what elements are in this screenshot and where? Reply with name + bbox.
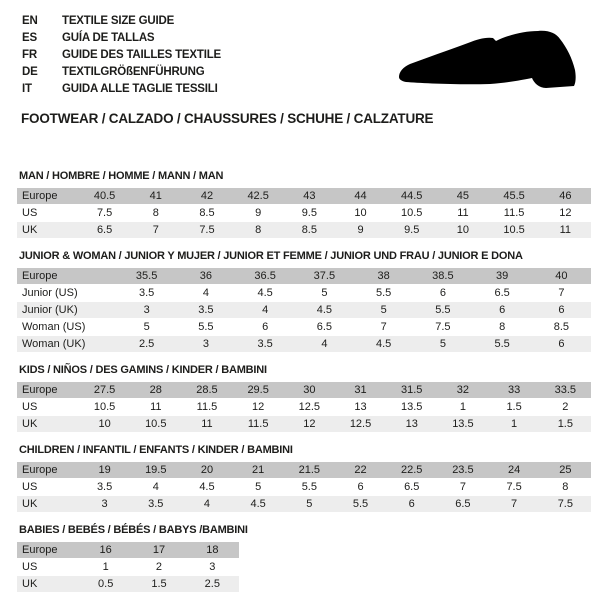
table-row [17,268,591,285]
table-row [17,319,591,336]
size-cell: 16 [79,542,132,559]
size-cell: 12 [284,416,335,433]
size-table-section-kids [17,364,591,433]
size-cell: 25 [540,462,591,479]
size-cell: 7 [437,479,488,496]
size-cell: 4 [295,336,354,353]
size-cell: 10 [79,416,130,433]
size-cell: 4 [236,302,295,319]
size-cell: 7 [354,319,413,336]
size-cell: 8.5 [532,319,591,336]
size-table-kids [17,382,591,433]
size-cell: 2.5 [186,576,239,593]
size-cell: 4 [181,496,232,513]
size-cell: 5.5 [473,336,532,353]
size-cell: 30 [284,382,335,399]
size-cell: 11 [130,399,181,416]
size-cell: 11.5 [489,205,540,222]
table-row [17,462,591,479]
size-table-man [17,188,591,239]
size-cell: 4 [130,479,181,496]
size-cell: 13.5 [386,399,437,416]
size-cell: 0.5 [79,576,132,593]
size-cell: 8.5 [181,205,232,222]
row-label: US [17,205,79,222]
size-cell: 3.5 [79,479,130,496]
size-cell: 3 [176,336,235,353]
size-cell: 4 [176,285,235,302]
language-title: TEXTILE SIZE GUIDE [62,15,175,27]
size-cell: 18 [186,542,239,559]
size-cell: 7 [532,285,591,302]
size-cell: 46 [540,188,591,205]
size-cell: 6.5 [473,285,532,302]
size-cell: 5 [117,319,176,336]
language-row-de [22,64,221,81]
size-cell: 13 [386,416,437,433]
size-cell: 8 [473,319,532,336]
size-cell: 28.5 [181,382,232,399]
row-label: US [17,399,79,416]
size-cell: 5 [295,285,354,302]
size-cell: 10.5 [130,416,181,433]
size-cell: 5 [233,479,284,496]
size-cell: 28 [130,382,181,399]
size-cell: 29.5 [233,382,284,399]
table-row [17,205,591,222]
size-cell: 8 [130,205,181,222]
size-cell: 37.5 [295,268,354,285]
size-cell: 3.5 [117,285,176,302]
size-cell: 45.5 [489,188,540,205]
size-cell: 3 [117,302,176,319]
table-title-man: MAN / HOMBRE / HOMME / MANN / MAN [19,170,224,182]
size-cell: 40.5 [79,188,130,205]
size-cell: 19 [79,462,130,479]
size-cell: 12.5 [335,416,386,433]
size-cell: 1.5 [540,416,591,433]
size-cell: 13.5 [437,416,488,433]
size-cell: 36 [176,268,235,285]
language-title: TEXTILGRÖßENFÜHRUNG [62,66,205,78]
size-cell: 3 [79,496,130,513]
size-cell: 5.5 [335,496,386,513]
size-cell: 7.5 [181,222,232,239]
table-row [17,416,591,433]
size-table-junior-woman [17,268,591,353]
size-cell: 3.5 [130,496,181,513]
language-row-en [22,13,221,30]
size-cell: 6 [532,336,591,353]
size-cell: 12 [540,205,591,222]
table-title-children: CHILDREN / INFANTIL / ENFANTS / KINDER / BAMBINI [19,444,293,456]
size-cell: 27.5 [79,382,130,399]
table-row [17,188,591,205]
table-row [17,336,591,353]
size-cell: 1.5 [489,399,540,416]
row-label: US [17,479,79,496]
size-cell: 11 [437,205,488,222]
row-label: Junior (UK) [17,302,117,319]
size-cell: 5.5 [354,285,413,302]
size-cell: 42.5 [233,188,284,205]
size-cell: 5.5 [176,319,235,336]
size-cell: 6 [413,285,472,302]
row-label: US [17,559,79,576]
size-cell: 10.5 [489,222,540,239]
language-row-es [22,30,221,47]
row-label: UK [17,222,79,239]
table-title-junior-woman: JUNIOR & WOMAN / JUNIOR Y MUJER / JUNIOR ET FEMME / JUNIOR UND FRAU / JUNIOR E DONA [19,250,523,262]
size-cell: 24 [489,462,540,479]
size-table-section-babies [17,524,591,593]
size-table-section-children [17,444,591,513]
size-cell: 7.5 [489,479,540,496]
size-cell: 6 [335,479,386,496]
size-cell: 3 [186,559,239,576]
size-cell: 10 [335,205,386,222]
language-code: DE [22,66,38,78]
size-cell: 21 [233,462,284,479]
size-cell: 11 [181,416,232,433]
size-cell: 6.5 [386,479,437,496]
table-row [17,479,591,496]
size-cell: 4.5 [295,302,354,319]
language-row-it [22,81,221,98]
size-cell: 21.5 [284,462,335,479]
table-row [17,559,239,576]
size-cell: 35.5 [117,268,176,285]
size-cell: 9 [335,222,386,239]
size-cell: 10.5 [79,399,130,416]
size-cell: 2.5 [117,336,176,353]
size-cell: 5 [284,496,335,513]
size-cell: 22.5 [386,462,437,479]
row-label: Woman (US) [17,319,117,336]
size-cell: 39 [473,268,532,285]
language-row-fr [22,47,221,64]
table-row [17,302,591,319]
language-code: EN [22,15,38,27]
size-cell: 38 [354,268,413,285]
size-cell: 20 [181,462,232,479]
size-tables [17,170,591,604]
size-cell: 9.5 [386,222,437,239]
size-cell: 4.5 [181,479,232,496]
size-cell: 6 [386,496,437,513]
size-cell: 40 [532,268,591,285]
size-cell: 6 [532,302,591,319]
size-cell: 2 [540,399,591,416]
language-code: IT [22,83,32,95]
size-cell: 31.5 [386,382,437,399]
size-cell: 8.5 [284,222,335,239]
size-cell: 8 [540,479,591,496]
size-cell: 44.5 [386,188,437,205]
size-cell: 44 [335,188,386,205]
row-label: Europe [17,268,117,285]
table-row [17,222,591,239]
size-cell: 31 [335,382,386,399]
size-cell: 3.5 [176,302,235,319]
size-cell: 6.5 [437,496,488,513]
size-cell: 19.5 [130,462,181,479]
row-label: Europe [17,542,79,559]
row-label: UK [17,576,79,593]
size-table-babies [17,542,239,593]
size-cell: 5 [354,302,413,319]
size-cell: 7.5 [79,205,130,222]
size-cell: 9.5 [284,205,335,222]
size-cell: 12 [233,399,284,416]
size-cell: 1.5 [132,576,185,593]
language-list [22,13,221,98]
size-cell: 38.5 [413,268,472,285]
size-cell: 6.5 [295,319,354,336]
table-row [17,542,239,559]
size-cell: 43 [284,188,335,205]
table-row [17,399,591,416]
size-cell: 13 [335,399,386,416]
row-label: UK [17,496,79,513]
size-cell: 3.5 [236,336,295,353]
size-cell: 6.5 [79,222,130,239]
size-cell: 17 [132,542,185,559]
row-label: Europe [17,462,79,479]
size-cell: 23.5 [437,462,488,479]
language-title: GUIDA ALLE TAGLIE TESSILI [62,83,218,95]
size-cell: 2 [132,559,185,576]
size-cell: 7.5 [413,319,472,336]
size-cell: 33.5 [540,382,591,399]
language-code: ES [22,32,37,44]
size-cell: 42 [181,188,232,205]
size-cell: 4.5 [354,336,413,353]
size-table-children [17,462,591,513]
size-cell: 7 [489,496,540,513]
size-cell: 11 [540,222,591,239]
size-table-section-junior-woman [17,250,591,353]
size-table-section-man [17,170,591,239]
size-cell: 6 [473,302,532,319]
table-row [17,285,591,302]
row-label: Europe [17,188,79,205]
size-cell: 8 [233,222,284,239]
row-label: Europe [17,382,79,399]
table-row [17,496,591,513]
size-cell: 41 [130,188,181,205]
size-cell: 11.5 [233,416,284,433]
category-heading: FOOTWEAR / CALZADO / CHAUSSURES / SCHUHE / CALZATURE [21,111,434,126]
size-cell: 36.5 [236,268,295,285]
dress-shoe-icon [396,30,580,94]
size-cell: 7.5 [540,496,591,513]
row-label: Junior (US) [17,285,117,302]
size-cell: 5.5 [284,479,335,496]
size-cell: 5 [413,336,472,353]
size-cell: 5.5 [413,302,472,319]
size-cell: 1 [79,559,132,576]
size-cell: 1 [489,416,540,433]
size-cell: 33 [489,382,540,399]
size-cell: 32 [437,382,488,399]
table-title-babies: BABIES / BEBÉS / BÉBÉS / BABYS /BAMBINI [19,524,248,536]
size-cell: 12.5 [284,399,335,416]
size-cell: 10.5 [386,205,437,222]
size-cell: 4.5 [233,496,284,513]
size-cell: 1 [437,399,488,416]
size-cell: 45 [437,188,488,205]
size-cell: 22 [335,462,386,479]
size-cell: 4.5 [236,285,295,302]
size-cell: 7 [130,222,181,239]
language-title: GUIDE DES TAILLES TEXTILE [62,49,221,61]
language-title: GUÍA DE TALLAS [62,32,155,44]
size-cell: 11.5 [181,399,232,416]
size-cell: 10 [437,222,488,239]
table-title-kids: KIDS / NIÑOS / DES GAMINS / KINDER / BAMBINI [19,364,267,376]
size-cell: 9 [233,205,284,222]
language-code: FR [22,49,37,61]
table-row [17,382,591,399]
row-label: Woman (UK) [17,336,117,353]
table-row [17,576,239,593]
row-label: UK [17,416,79,433]
size-cell: 6 [236,319,295,336]
